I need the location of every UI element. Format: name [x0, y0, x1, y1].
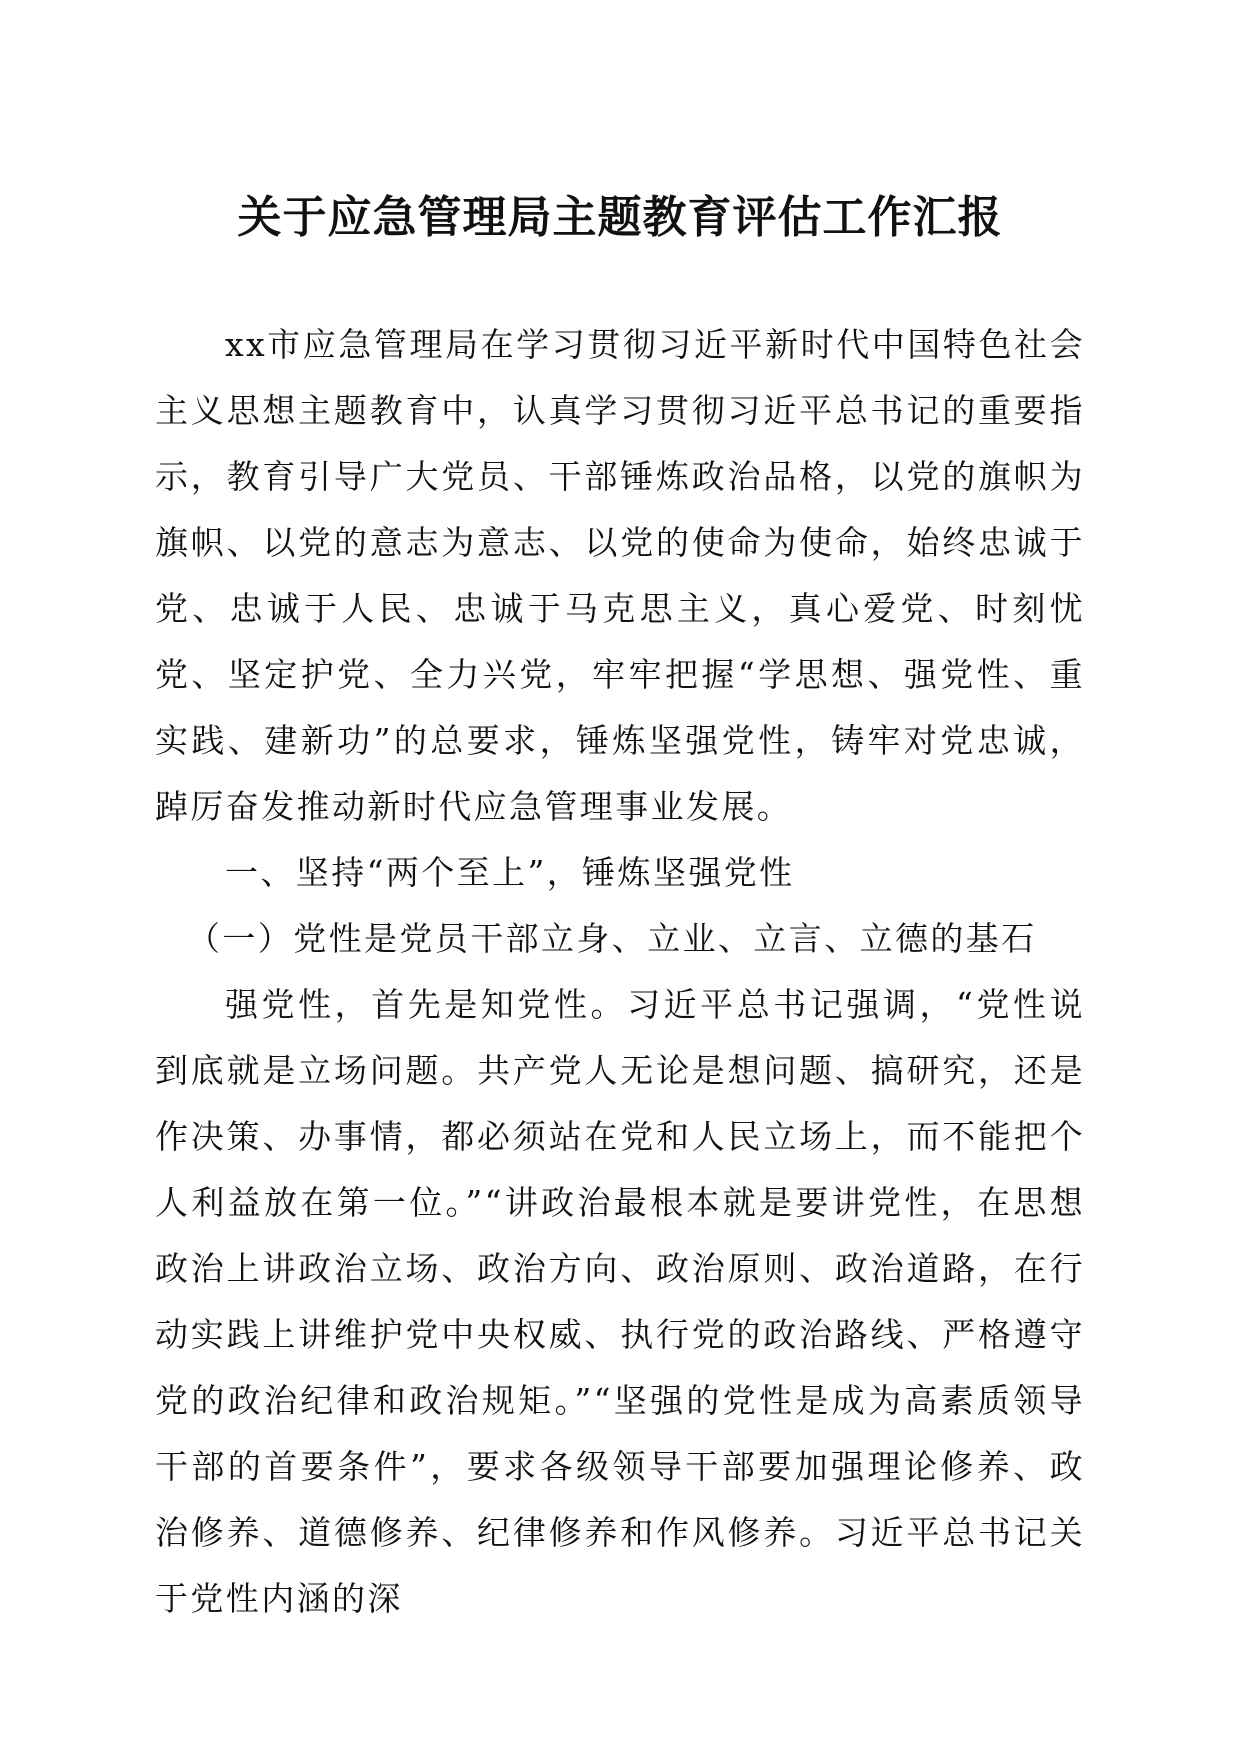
- section-heading-1: 一、坚持“两个至上”，锤炼坚强党性: [225, 853, 795, 892]
- document-body: [155, 312, 1085, 1632]
- subsection-heading-1: （一）党性是党员干部立身、立业、立言、立德的基石: [187, 919, 1037, 958]
- document-title: 关于应急管理局主题教育评估工作汇报: [237, 192, 1003, 243]
- intro-paragraph: xx市应急管理局在学习贯彻习近平新时代中国特色社会主义思想主题教育中，认真学习贯彻习近平总书记的重要指示，教育引导广大党员、干部锤炼政治品格，以党的旗帜为旗帜、以党的意志为意志、以党的使命为使命，始终忠诚于党、忠诚于人民、忠诚于马克思主义，真心爱党、时刻忧党、坚定护党、全力兴党，牢牢把握“学思想、强党性、重实践、建新功”的总要求，锤炼坚强党性，铸牢对党忠诚，踔厉奋发推动新时代应急管理事业发展。: [155, 325, 1085, 826]
- body-paragraph: 强党性，首先是知党性。习近平总书记强调，“党性说到底就是立场问题。共产党人无论是想问题、搞研究，还是作决策、办事情，都必须站在党和人民立场上，而不能把个人利益放在第一位。”“讲政治最根本就是要讲党性，在思想政治上讲政治立场、政治方向、政治原则、政治道路，在行动实践上讲维护党中央权威、执行党的政治路线、严格遵守党的政治纪律和政治规矩。”“坚强的党性是成为高素质领导干部的首要条件”，要求各级领导干部要加强理论修养、政治修养、道德修养、纪律修养和作风修养。习近平总书记关于党性内涵的深: [155, 985, 1085, 1618]
